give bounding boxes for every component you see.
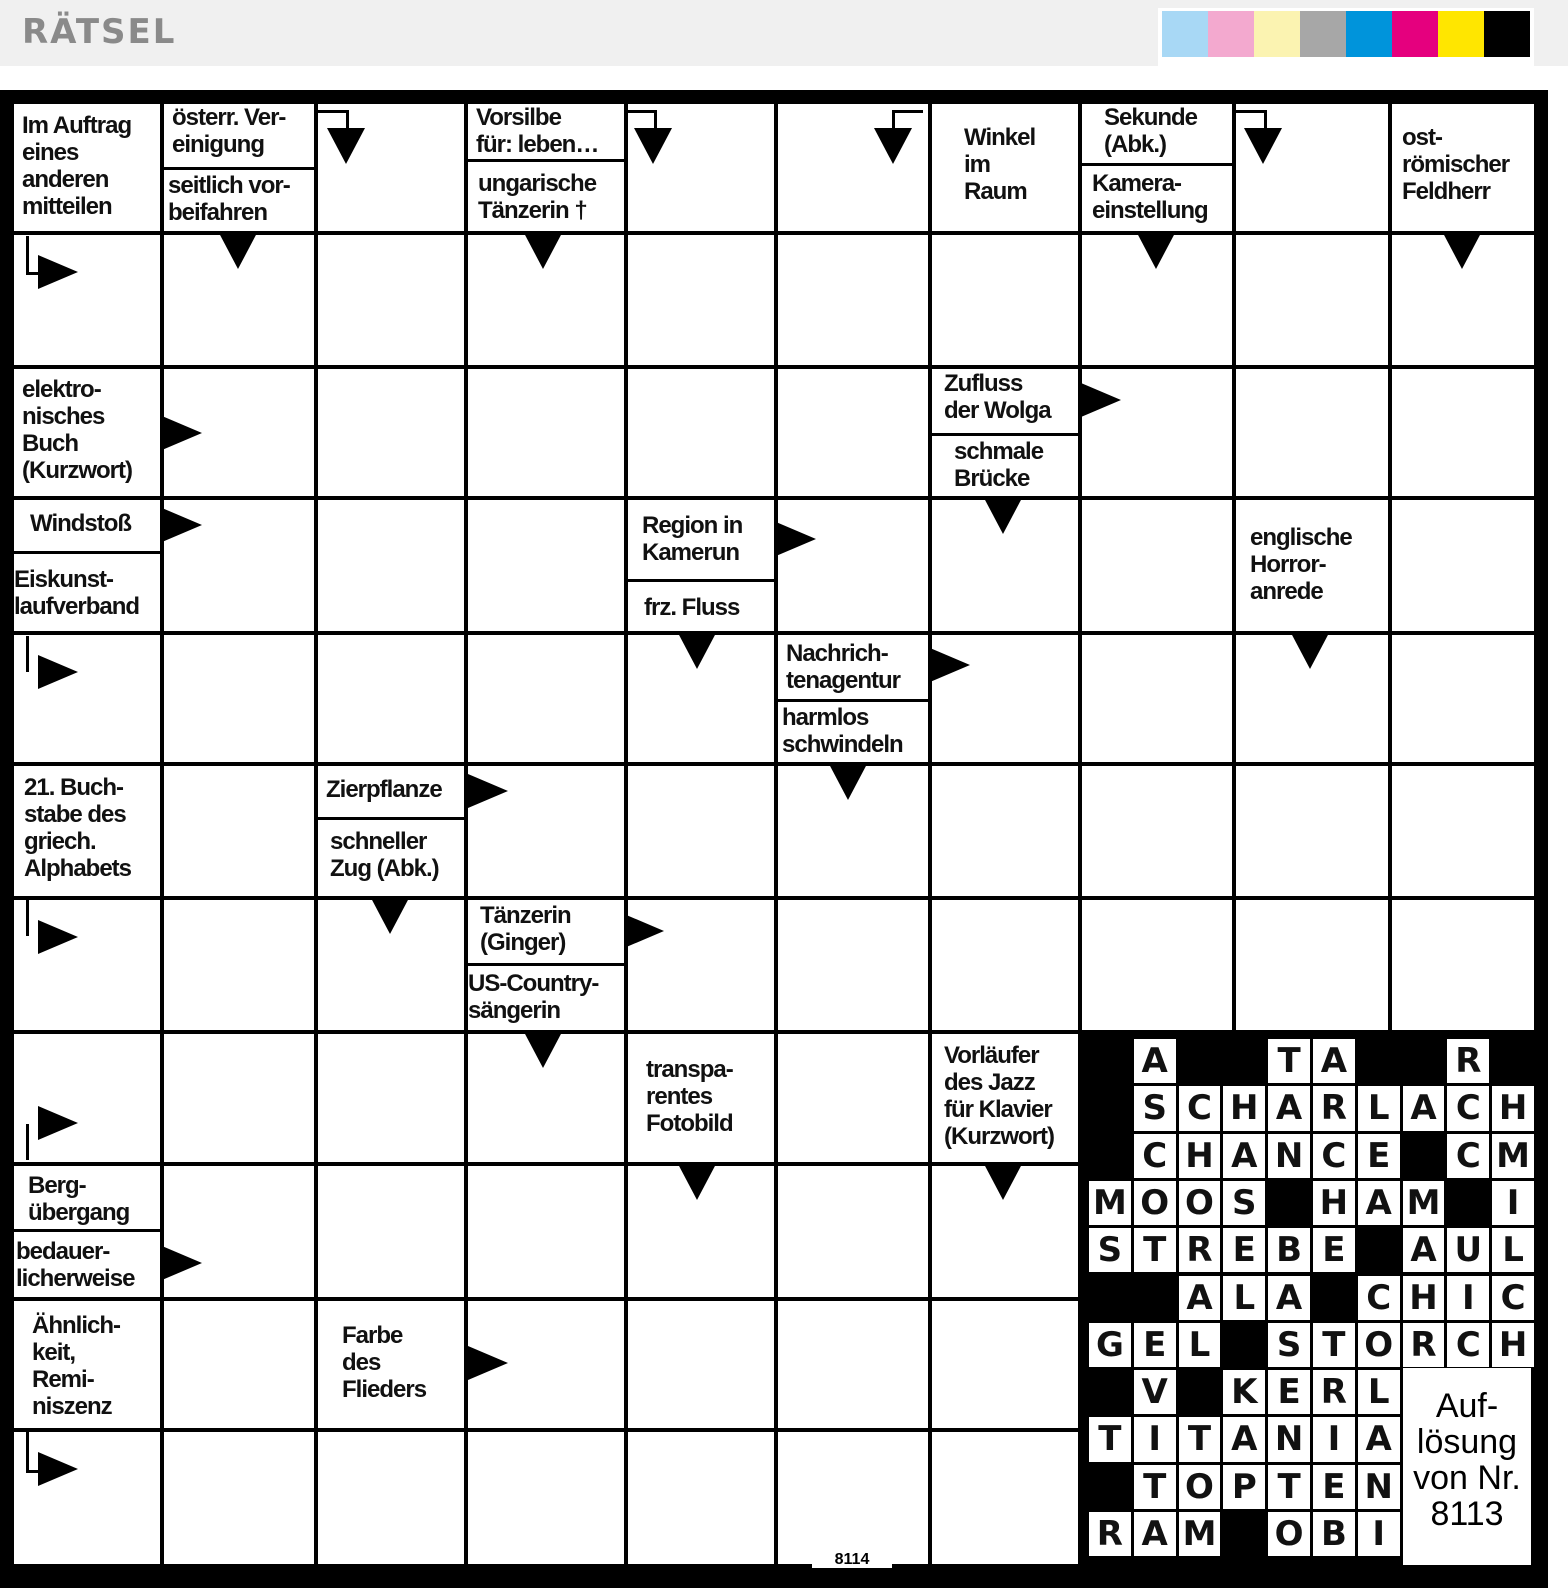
- solution-letter-cell: H: [1403, 1276, 1445, 1320]
- solution-letter-cell: A: [1313, 1039, 1355, 1083]
- grid-cell[interactable]: [932, 235, 1078, 365]
- solution-letter-cell: S: [1223, 1181, 1265, 1225]
- solution-letter-cell: C: [1179, 1086, 1221, 1130]
- solution-letter-cell: A: [1223, 1134, 1265, 1178]
- grid-cell[interactable]: [164, 1034, 314, 1162]
- arrow-right-icon: [38, 255, 78, 289]
- clue-text: Tänzerin (Ginger): [480, 902, 571, 956]
- solution-letter-cell: R: [1313, 1086, 1355, 1130]
- arrow-down-icon: [678, 633, 716, 669]
- clue-text: Winkel im Raum: [964, 124, 1036, 205]
- solution-letter-cell: L: [1358, 1370, 1400, 1414]
- grid-cell[interactable]: [628, 369, 774, 496]
- solution-letter-cell: B: [1313, 1512, 1355, 1556]
- grid-cell[interactable]: [1082, 766, 1232, 896]
- solution-letter-cell: O: [1268, 1512, 1310, 1556]
- solution-letter-cell: A: [1358, 1417, 1400, 1461]
- solution-letter-cell: L: [1492, 1228, 1534, 1272]
- clue-text: Ähnlich- keit, Remi- niszenz: [32, 1312, 120, 1420]
- solution-letter-cell: N: [1268, 1134, 1310, 1178]
- grid-cell[interactable]: [1392, 766, 1534, 896]
- solution-letter-cell: E: [1313, 1465, 1355, 1509]
- clue-text: schmale Brücke: [954, 438, 1044, 492]
- solution-letter-cell: H: [1223, 1086, 1265, 1130]
- solution-letter-cell: O: [1358, 1323, 1400, 1367]
- solution-letter-cell: O: [1179, 1465, 1221, 1509]
- solution-letter-cell: R: [1403, 1323, 1445, 1367]
- solution-letter-cell: T: [1134, 1228, 1176, 1272]
- solution-letter-cell: A: [1134, 1512, 1176, 1556]
- grid-cell[interactable]: [932, 900, 1078, 1030]
- clue-text: elektro- nisches Buch (Kurzwort): [22, 376, 132, 484]
- solution-letter-cell: C: [1447, 1086, 1489, 1130]
- solution-letter-cell: A: [1134, 1039, 1176, 1083]
- solution-letter-cell: H: [1313, 1181, 1355, 1225]
- solution-letter-cell: R: [1179, 1228, 1221, 1272]
- solution-letter-cell: U: [1447, 1228, 1489, 1272]
- arrow-down-icon: [874, 128, 912, 164]
- solution-black-cell: [1358, 1228, 1400, 1272]
- arrow-hook-line: [26, 1124, 41, 1160]
- solution-letter-cell: B: [1268, 1228, 1310, 1272]
- clue-text: Vorsilbe für: leben…: [476, 104, 599, 158]
- clue-text: ungarische Tänzerin †: [478, 170, 597, 224]
- clue-text: harmlos schwindeln: [782, 704, 903, 758]
- solution-black-cell: [1447, 1181, 1489, 1225]
- arrow-right-icon: [162, 508, 202, 542]
- solution-letter-cell: C: [1492, 1276, 1534, 1320]
- solution-black-cell: [1179, 1370, 1221, 1414]
- arrow-down-icon: [371, 898, 409, 934]
- arrow-down-icon: [984, 498, 1022, 534]
- grid-cell[interactable]: [628, 766, 774, 896]
- solution-letter-cell: T: [1268, 1039, 1310, 1083]
- solution-black-cell: [1358, 1039, 1400, 1083]
- solution-letter-cell: I: [1313, 1417, 1355, 1461]
- grid-cell[interactable]: [932, 1301, 1078, 1428]
- grid-cell[interactable]: [468, 369, 624, 496]
- solution-letter-cell: M: [1179, 1512, 1221, 1556]
- grid-cell[interactable]: [778, 369, 928, 496]
- solution-letter-cell: C: [1313, 1134, 1355, 1178]
- grid-cell[interactable]: [318, 1432, 464, 1564]
- solution-letter-cell: A: [1358, 1181, 1400, 1225]
- clue-text: österr. Ver- einigung: [172, 104, 286, 158]
- clue-text: Berg- übergang: [28, 1172, 130, 1226]
- solution-letter-cell: H: [1492, 1086, 1534, 1130]
- solution-letter-cell: E: [1358, 1134, 1400, 1178]
- grid-cell[interactable]: [778, 235, 928, 365]
- solution-letter-cell: P: [1223, 1465, 1265, 1509]
- arrow-right-icon: [776, 522, 816, 556]
- solution-black-cell: [1179, 1039, 1221, 1083]
- solution-letter-cell: I: [1447, 1276, 1489, 1320]
- solution-letter-cell: M: [1089, 1181, 1131, 1225]
- solution-letter-cell: V: [1134, 1370, 1176, 1414]
- arrow-hook-line: [1236, 110, 1267, 133]
- solution-letter-cell: I: [1134, 1417, 1176, 1461]
- grid-cell[interactable]: [468, 635, 624, 762]
- grid-cell[interactable]: [1392, 900, 1534, 1030]
- grid-cell[interactable]: [1236, 369, 1388, 496]
- arrow-down-icon: [984, 1164, 1022, 1200]
- solution-black-cell: [1089, 1370, 1131, 1414]
- solution-black-cell: [1268, 1181, 1310, 1225]
- grid-cell[interactable]: [318, 1166, 464, 1297]
- solution-letter-cell: C: [1358, 1276, 1400, 1320]
- arrow-down-icon: [1443, 233, 1481, 269]
- arrow-right-icon: [38, 1106, 78, 1140]
- grid-cell[interactable]: [1392, 369, 1534, 496]
- arrow-hook-line: [26, 1432, 43, 1473]
- solution-letter-cell: H: [1492, 1323, 1534, 1367]
- grid-cell[interactable]: [164, 635, 314, 762]
- solution-letter-cell: N: [1358, 1465, 1400, 1509]
- page-number: 8114: [812, 1550, 892, 1568]
- grid-cell[interactable]: [318, 369, 464, 496]
- solution-black-cell: [1403, 1134, 1445, 1178]
- solution-black-cell: [1403, 1039, 1445, 1083]
- solution-black-cell: [1492, 1039, 1534, 1083]
- clue-text: Nachrich- tenagentur: [786, 640, 901, 694]
- solution-letter-cell: S: [1268, 1323, 1310, 1367]
- arrow-down-icon: [829, 764, 867, 800]
- clue-text: Windstoß: [30, 510, 132, 537]
- clue-text: Zierpflanze: [326, 776, 442, 803]
- solution-letter-cell: T: [1179, 1417, 1221, 1461]
- clue-text: Farbe des Flieders: [342, 1322, 427, 1403]
- arrow-down-icon: [219, 233, 257, 269]
- clue-text: Zufluss der Wolga: [944, 370, 1051, 424]
- solution-black-cell: [1089, 1276, 1131, 1320]
- grid-cell[interactable]: [778, 1166, 928, 1297]
- solution-letter-cell: E: [1134, 1323, 1176, 1367]
- arrow-down-icon: [327, 128, 365, 164]
- solution-black-cell: [1089, 1086, 1131, 1130]
- arrow-down-icon: [678, 1164, 716, 1200]
- solution-letter-cell: O: [1134, 1181, 1176, 1225]
- grid-cell[interactable]: [628, 1301, 774, 1428]
- grid-cell[interactable]: [932, 766, 1078, 896]
- clue-text: transpa- rentes Fotobild: [646, 1056, 733, 1137]
- solution-letter-cell: T: [1268, 1465, 1310, 1509]
- solution-letter-cell: A: [1223, 1417, 1265, 1461]
- arrow-right-icon: [162, 416, 202, 450]
- arrow-hook-line: [26, 236, 43, 275]
- grid-cell[interactable]: [778, 1301, 928, 1428]
- clue-text: ost- römischer Feldherr: [1402, 124, 1510, 205]
- arrow-hook-line: [26, 636, 41, 672]
- solution-letter-cell: I: [1492, 1181, 1534, 1225]
- grid-cell[interactable]: [468, 500, 624, 631]
- solution-black-cell: [1134, 1276, 1176, 1320]
- solution-letter-cell: K: [1223, 1370, 1265, 1414]
- grid-cell[interactable]: [1236, 235, 1388, 365]
- grid-cell[interactable]: [164, 1432, 314, 1564]
- grid-cell[interactable]: [468, 1432, 624, 1564]
- clue-text: Im Auftrag eines anderen mitteilen: [22, 112, 132, 220]
- arrow-down-icon: [1137, 233, 1175, 269]
- grid-cell[interactable]: [932, 1432, 1078, 1564]
- clue-text: frz. Fluss: [644, 594, 740, 621]
- grid-cell[interactable]: [318, 1034, 464, 1162]
- grid-cell[interactable]: [628, 1432, 774, 1564]
- solution-letter-cell: S: [1089, 1228, 1131, 1272]
- grid-cell[interactable]: [1082, 900, 1232, 1030]
- solution-grid: [1087, 1037, 1535, 1567]
- solution-label: Auf- lösung von Nr. 8113: [1403, 1368, 1531, 1565]
- clue-text: 21. Buch- stabe des griech. Alphabets: [24, 774, 132, 882]
- solution-letter-cell: H: [1179, 1134, 1221, 1178]
- clue-text: englische Horror- anrede: [1250, 524, 1352, 605]
- arrow-right-icon: [468, 1346, 508, 1380]
- solution-letter-cell: A: [1403, 1228, 1445, 1272]
- solution-black-cell: [1223, 1039, 1265, 1083]
- solution-letter-cell: E: [1223, 1228, 1265, 1272]
- solution-letter-cell: R: [1447, 1039, 1489, 1083]
- solution-letter-cell: N: [1268, 1417, 1310, 1461]
- arrow-hook-line: [892, 110, 923, 133]
- grid-cell[interactable]: [318, 235, 464, 365]
- solution-letter-cell: G: [1089, 1323, 1131, 1367]
- arrow-right-icon: [38, 920, 78, 954]
- grid-cell[interactable]: [778, 500, 928, 631]
- grid-cell[interactable]: [778, 1034, 928, 1162]
- solution-letter-cell: C: [1447, 1134, 1489, 1178]
- clue-text: Vorläufer des Jazz für Klavier (Kurzwort): [944, 1042, 1054, 1150]
- solution-letter-cell: R: [1313, 1370, 1355, 1414]
- grid-cell[interactable]: [628, 235, 774, 365]
- solution-letter-cell: T: [1313, 1323, 1355, 1367]
- solution-letter-cell: T: [1089, 1417, 1131, 1461]
- arrow-right-icon: [468, 774, 508, 808]
- solution-black-cell: [1089, 1465, 1131, 1509]
- grid-cell[interactable]: [778, 1432, 928, 1564]
- arrow-right-icon: [624, 914, 664, 948]
- clue-text: bedauer- licherweise: [16, 1238, 135, 1292]
- solution-letter-cell: O: [1179, 1181, 1221, 1225]
- grid-cell[interactable]: [318, 635, 464, 762]
- solution-black-cell: [1223, 1512, 1265, 1556]
- arrow-right-icon: [162, 1246, 202, 1280]
- grid-cell[interactable]: [1236, 900, 1388, 1030]
- grid-cell[interactable]: [1392, 500, 1534, 631]
- solution-black-cell: [1313, 1276, 1355, 1320]
- arrow-right-icon: [1081, 383, 1121, 417]
- solution-letter-cell: R: [1089, 1512, 1131, 1556]
- solution-letter-cell: C: [1134, 1134, 1176, 1178]
- arrow-down-icon: [634, 128, 672, 164]
- clue-text: Eiskunst- laufverband: [14, 566, 140, 620]
- solution-letter-cell: S: [1134, 1086, 1176, 1130]
- grid-cell[interactable]: [468, 1166, 624, 1297]
- arrow-down-icon: [1244, 128, 1282, 164]
- solution-letter-cell: E: [1313, 1228, 1355, 1272]
- solution-letter-cell: L: [1358, 1086, 1400, 1130]
- clue-text: schneller Zug (Abk.): [330, 828, 439, 882]
- solution-black-cell: [1089, 1134, 1131, 1178]
- clue-text: Region in Kamerun: [642, 512, 743, 566]
- clue-text: Kamera- einstellung: [1092, 170, 1208, 224]
- clue-text: seitlich vor- beifahren: [168, 172, 290, 226]
- solution-letter-cell: A: [1268, 1086, 1310, 1130]
- solution-letter-cell: M: [1403, 1181, 1445, 1225]
- arrow-hook-line: [26, 900, 41, 936]
- solution-letter-cell: A: [1179, 1276, 1221, 1320]
- grid-cell[interactable]: [778, 900, 928, 1030]
- solution-black-cell: [1089, 1039, 1131, 1083]
- arrow-right-icon: [38, 655, 78, 689]
- solution-black-cell: [1223, 1323, 1265, 1367]
- solution-letter-cell: I: [1358, 1512, 1400, 1556]
- page-title: RÄTSEL: [22, 12, 177, 52]
- arrow-hook-line: [626, 110, 657, 133]
- solution-letter-cell: C: [1447, 1323, 1489, 1367]
- solution-letter-cell: L: [1223, 1276, 1265, 1320]
- arrow-right-icon: [38, 1452, 78, 1486]
- solution-letter-cell: M: [1492, 1134, 1534, 1178]
- solution-letter-cell: L: [1179, 1323, 1221, 1367]
- solution-letter-cell: E: [1268, 1370, 1310, 1414]
- arrow-down-icon: [524, 1032, 562, 1068]
- grid-cell[interactable]: [1392, 635, 1534, 762]
- grid-cell[interactable]: [1082, 635, 1232, 762]
- arrow-down-icon: [1291, 633, 1329, 669]
- arrow-down-icon: [524, 233, 562, 269]
- solution-letter-cell: A: [1268, 1276, 1310, 1320]
- arrow-right-icon: [930, 648, 970, 682]
- grid-cell[interactable]: [318, 500, 464, 631]
- clue-text: Sekunde (Abk.): [1104, 104, 1198, 158]
- grid-cell[interactable]: [164, 766, 314, 896]
- arrow-hook-line: [318, 110, 349, 133]
- grid-cell[interactable]: [164, 900, 314, 1030]
- solution-letter-cell: A: [1403, 1086, 1445, 1130]
- solution-letter-cell: T: [1134, 1465, 1176, 1509]
- clue-text: US-Country- sängerin: [468, 970, 599, 1024]
- grid-cell[interactable]: [1236, 766, 1388, 896]
- grid-cell[interactable]: [164, 1301, 314, 1428]
- grid-cell[interactable]: [1082, 500, 1232, 631]
